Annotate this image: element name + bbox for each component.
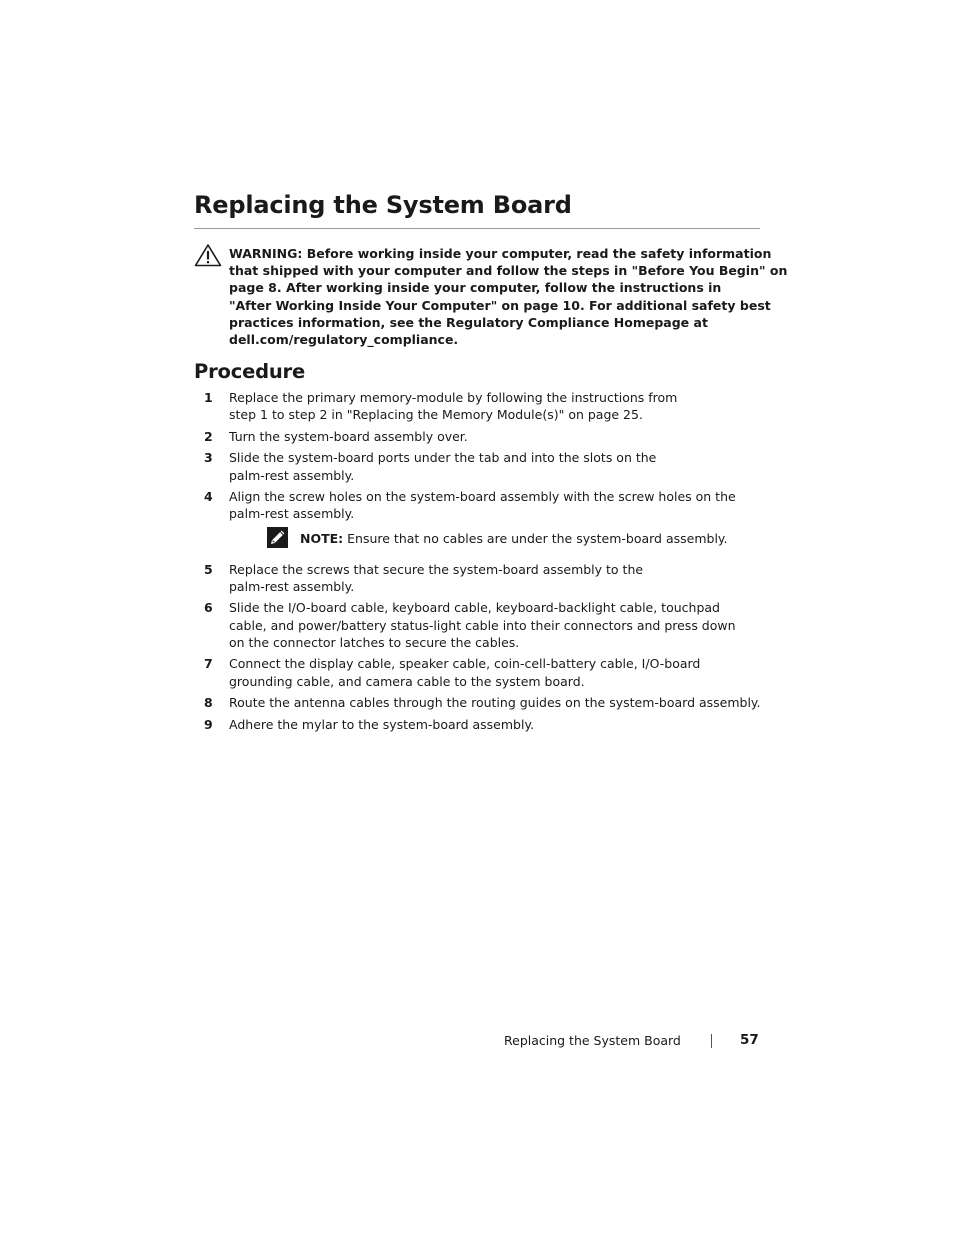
step-text: palm-rest assembly. <box>229 506 355 522</box>
step-text: Slide the system-board ports under the tab and into the slots on the <box>229 450 657 466</box>
warning-line: practices information, see the Regulatory Compliance Homepage at <box>229 314 708 330</box>
step-text: palm-rest assembly. <box>229 578 355 594</box>
page-number: 57 <box>740 1032 759 1048</box>
footer-section-title: Replacing the System Board <box>504 1033 681 1048</box>
step-item <box>194 655 764 689</box>
warning-triangle-icon <box>194 243 222 267</box>
step-number: 9 <box>204 716 213 732</box>
step-item <box>194 694 764 711</box>
step-number: 7 <box>204 656 213 672</box>
step-item <box>194 488 764 553</box>
note-text: Ensure that no cables are under the system-board assembly. <box>343 530 728 546</box>
warning-line: "After Working Inside Your Computer" on page 10. For additional safety best <box>229 297 771 313</box>
step-number: 6 <box>204 600 213 616</box>
warning-text <box>229 245 788 348</box>
step-number: 2 <box>204 428 213 444</box>
title-divider <box>194 228 760 229</box>
step-item <box>194 428 764 445</box>
step-item <box>194 449 764 483</box>
footer-divider <box>711 1034 712 1048</box>
step-text: palm-rest assembly. <box>229 467 355 483</box>
step-text: Slide the I/O-board cable, keyboard cable, keyboard-backlight cable, touchpad <box>229 600 720 616</box>
warning-line: page 8. After working inside your computer, follow the instructions in <box>229 280 722 296</box>
step-item <box>194 716 764 733</box>
step-text: Route the antenna cables through the routing guides on the system-board assembly. <box>229 695 761 711</box>
step-number: 4 <box>204 489 213 505</box>
step-number: 8 <box>204 695 213 711</box>
step-item <box>194 599 764 651</box>
step-item <box>194 561 764 595</box>
procedure-heading: Procedure <box>194 360 305 383</box>
page-title: Replacing the System Board <box>194 191 572 219</box>
step-text: Align the screw holes on the system-board assembly with the screw holes on the <box>229 489 736 505</box>
step-text: Turn the system-board assembly over. <box>229 428 468 444</box>
step-text: Replace the screws that secure the system-board assembly to the <box>229 561 644 577</box>
procedure-steps <box>194 389 764 737</box>
step-text: Adhere the mylar to the system-board assembly. <box>229 716 535 732</box>
warning-line: WARNING: Before working inside your computer, read the safety information <box>229 246 772 261</box>
step-number: 1 <box>204 390 213 405</box>
step-text: Replace the primary memory-module by following the instructions from <box>229 390 678 405</box>
step-number: 3 <box>204 450 213 466</box>
step-text: cable, and power/battery status-light cable into their connectors and press down <box>229 617 736 633</box>
note-label: NOTE: <box>300 530 344 546</box>
step-item <box>194 389 764 423</box>
step-text: on the connector latches to secure the cables. <box>229 634 520 650</box>
step-text: Connect the display cable, speaker cable, coin-cell-battery cable, I/O-board <box>229 656 701 672</box>
step-text: grounding cable, and camera cable to the system board. <box>229 673 585 689</box>
warning-line: that shipped with your computer and follow the steps in "Before You Begin" on <box>229 263 788 279</box>
note-block <box>229 530 764 554</box>
note-pencil-icon <box>267 527 288 548</box>
step-text: step 1 to step 2 in "Replacing the Memory Module(s)" on page 25. <box>229 407 643 423</box>
step-number: 5 <box>204 561 213 577</box>
warning-link[interactable]: dell.com/regulatory_compliance. <box>229 332 459 348</box>
